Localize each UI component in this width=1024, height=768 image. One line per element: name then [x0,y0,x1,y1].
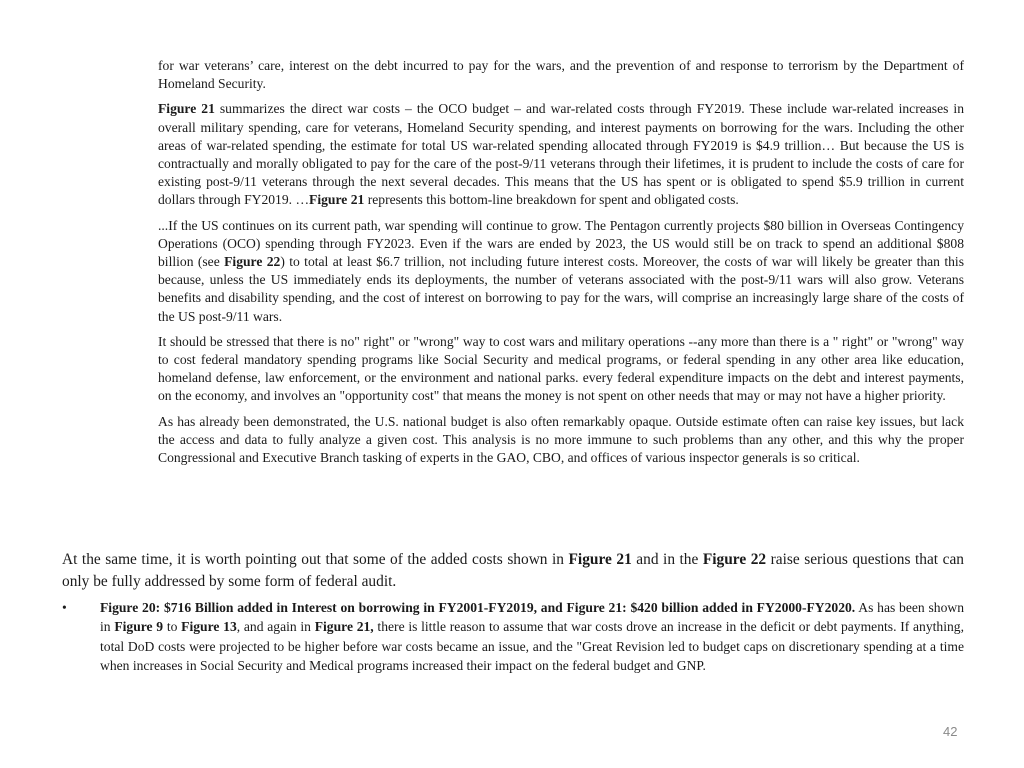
figure-13-ref: Figure 13 [181,619,237,635]
bullet-text: Figure 20: $716 Billion added in Interest on borrowing in FY2001-FY2019, and Figure 21: $420 billion added in FY2000-FY2020. As has been shown in Figure 9 to Figure 13, and again in Figure 21, there is little reason to assume that war costs drove an increase in the deficit or debt payments. If anything, total DoD costs were projected to be higher before war costs became an issue, and the "Great Revision led to budget caps on discretionary spending at a time when increases in Social Security and Medical programs increased their impact on the federal budget and GNP. [100,600,964,673]
block-quote [158,57,964,474]
quote-paragraph-1: for war veterans’ care, interest on the debt incurred to pay for the wars, and the prevention of and response to terrorism by the Department of Homeland Security. [158,58,964,92]
bullet-item [62,598,964,675]
figure-21-ref: Figure 21 [158,101,215,117]
figure-22-ref: Figure 22 [702,551,767,568]
quote-paragraph-2: Figure 21 summarizes the direct war costs – the OCO budget – and war-related costs through FY2019. These include war-related increases in overall military spending, care for veterans, Homeland Security spending, and interest payments on borrowing for the wars. Including the other areas of war-related spending, the estimate for total US war-related spending allocated through FY2019 is $4.9 trillion… But because the US is contractually and morally obligated to pay for the care of the post-9/11 veterans through their lifetimes, it is prudent to include the costs of care for existing post-9/11 veterans through the next several decades. This means that the US has spent or is obligated to spend $5.9 trillion in current dollars through FY2019. …Figure 21 represents this bottom-line breakdown for spent and obligated costs. [158,101,964,208]
figure-22-ref: Figure 22 [224,254,281,270]
page-number: 42 [943,724,958,739]
figure-21-ref: Figure 21, [314,619,374,635]
figure-21-ref: Figure 21 [568,551,632,568]
quote-paragraph-3: ...If the US continues on its current path, war spending will continue to grow. The Pentagon currently projects $80 billion in Overseas Contingency Operations (OCO) spending through FY2023. Even if the wars are ended by 2023, the US would still be on track to spend an additional $808 billion (see Figure 22) to total at least $6.7 trillion, not including future interest costs. Moreover, the costs of war will likely be greater than this because, unless the US immediately ends its deployments, the number of veterans associated with the post-9/11 wars will also grow. Veterans benefits and disability spending, and the cost of interest on borrowing to pay for the wars, will comprise an increasingly large share of the costs of the US post-9/11 wars. [158,217,964,324]
bullet-heading: Figure 20: $716 Billion added in Interest on borrowing in FY2001-FY2019, and Figure 21: $420 billion added in FY2000-FY2020. [100,600,856,615]
bullet-marker: • [62,600,67,615]
body-paragraph: At the same time, it is worth pointing out that some of the added costs shown in Figure 21 and in the Figure 22 raise serious questions that can only be fully addressed by some form of federal audit. [62,551,964,590]
quote-paragraph-4: It should be stressed that there is no" right" or "wrong" way to cost wars and military operations --any more than there is a " right" or "wrong" way to cost federal mandatory spending programs like Social Security and medical programs, or federal spending in any other area like education, homeland defense, law enforcement, or the environment and national parks. every federal expenditure impacts on the debt and interest payments, on the economy, and involves an "opportunity cost" that means the money is not spent on other needs that may or may not have a higher priority. [158,333,964,404]
figure-21-ref: Figure 21 [309,192,365,208]
quote-paragraph-5: As has already been demonstrated, the U.S. national budget is also often remarkably opaque. Outside estimate often can raise key issues, but lack the access and data to fully analyze a given cost. This analysis is no more immune to such problems than any other, and this why the proper Congressional and Executive Branch tasking of experts in the GAO, CBO, and offices of various inspector generals is so critical. [158,413,964,466]
figure-9-ref: Figure 9 [114,619,164,635]
